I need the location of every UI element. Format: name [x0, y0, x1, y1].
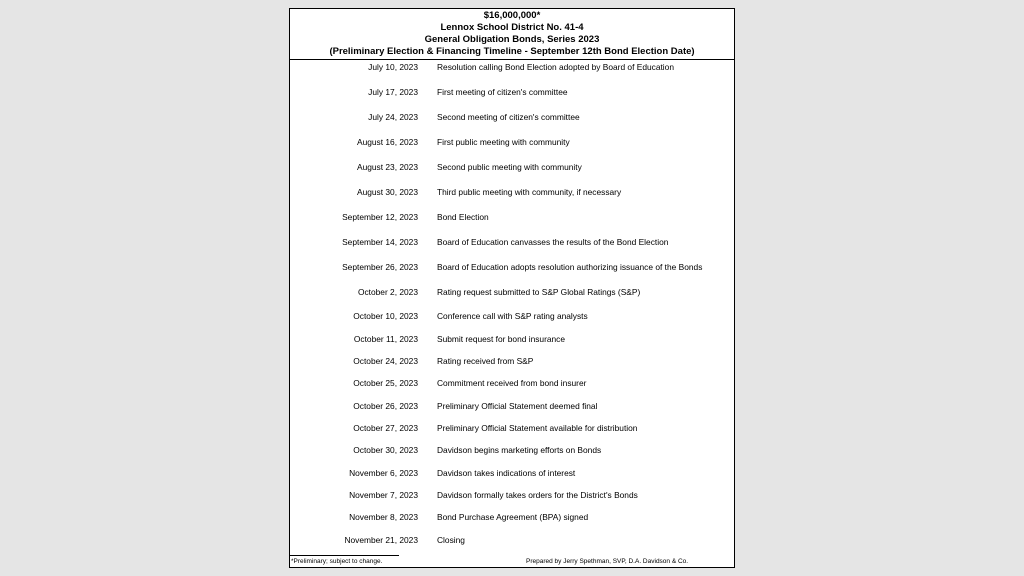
timeline-date: October 10, 2023 [353, 311, 418, 321]
timeline-date: August 30, 2023 [356, 187, 418, 197]
timeline-event: Davidson begins marketing efforts on Bonds [437, 445, 602, 455]
timeline-date: August 23, 2023 [356, 162, 418, 172]
timeline-date: October 11, 2023 [353, 334, 418, 344]
timeline-event: Preliminary Official Statement available for distribution [437, 423, 638, 433]
timeline-date: November 21, 2023 [344, 535, 418, 545]
timeline-event: First meeting of citizen's committee [437, 87, 568, 97]
timeline-date: October 2, 2023 [357, 287, 418, 297]
timeline-date: September 14, 2023 [342, 237, 418, 247]
prepared-by: Prepared by Jerry Spethman, SVP, D.A. Davidson & Co. [526, 558, 689, 565]
timeline-date: July 17, 2023 [368, 87, 418, 97]
timeline-event: Davidson takes indications of interest [437, 468, 576, 478]
timeline-date: September 12, 2023 [342, 212, 418, 222]
timeline-event: Commitment received from bond insurer [437, 378, 587, 388]
timeline-date: October 24, 2023 [353, 356, 418, 366]
document-page [289, 8, 735, 568]
timeline-event: Resolution calling Bond Election adopted by Board of Education [437, 62, 674, 72]
timeline-event: Rating request submitted to S&P Global Ratings (S&P) [437, 287, 641, 297]
footnote-divider [290, 555, 399, 556]
timeline-event: Submit request for bond insurance [437, 334, 566, 344]
timeline-event: Board of Education adopts resolution authorizing issuance of the Bonds [437, 262, 703, 272]
timeline-title: (Preliminary Election & Financing Timeline - September 12th Bond Election Date) [329, 46, 695, 57]
document-header [290, 9, 734, 60]
timeline-date: September 26, 2023 [342, 262, 418, 272]
timeline-event: Closing [437, 535, 465, 545]
timeline-event: Conference call with S&P rating analysts [437, 311, 588, 321]
footnote: *Preliminary; subject to change. [291, 558, 383, 565]
timeline-date: August 16, 2023 [356, 137, 418, 147]
timeline-date: October 30, 2023 [353, 445, 418, 455]
timeline-event: Rating received from S&P [437, 356, 534, 366]
timeline-event: Davidson formally takes orders for the District's Bonds [437, 490, 638, 500]
timeline-event: Second meeting of citizen's committee [437, 112, 580, 122]
bond-series: General Obligation Bonds, Series 2023 [424, 34, 600, 45]
timeline-event: Board of Education canvasses the results of the Bond Election [437, 237, 669, 247]
timeline-event: Bond Purchase Agreement (BPA) signed [437, 512, 589, 522]
timeline-date: July 10, 2023 [368, 62, 418, 72]
timeline-date: November 6, 2023 [349, 468, 418, 478]
timeline-date: October 25, 2023 [353, 378, 418, 388]
timeline-event: Third public meeting with community, if necessary [437, 187, 622, 197]
bond-amount: $16,000,000* [483, 10, 541, 21]
timeline-date: November 8, 2023 [349, 512, 418, 522]
timeline-date: October 27, 2023 [353, 423, 418, 433]
timeline-date: July 24, 2023 [368, 112, 418, 122]
timeline-event: Bond Election [437, 212, 489, 222]
timeline-event: First public meeting with community [437, 137, 570, 147]
timeline-event: Preliminary Official Statement deemed final [437, 401, 598, 411]
timeline-date: November 7, 2023 [349, 490, 418, 500]
district-name: Lennox School District No. 41-4 [440, 22, 584, 33]
timeline-event: Second public meeting with community [437, 162, 582, 172]
timeline-date: October 26, 2023 [353, 401, 418, 411]
